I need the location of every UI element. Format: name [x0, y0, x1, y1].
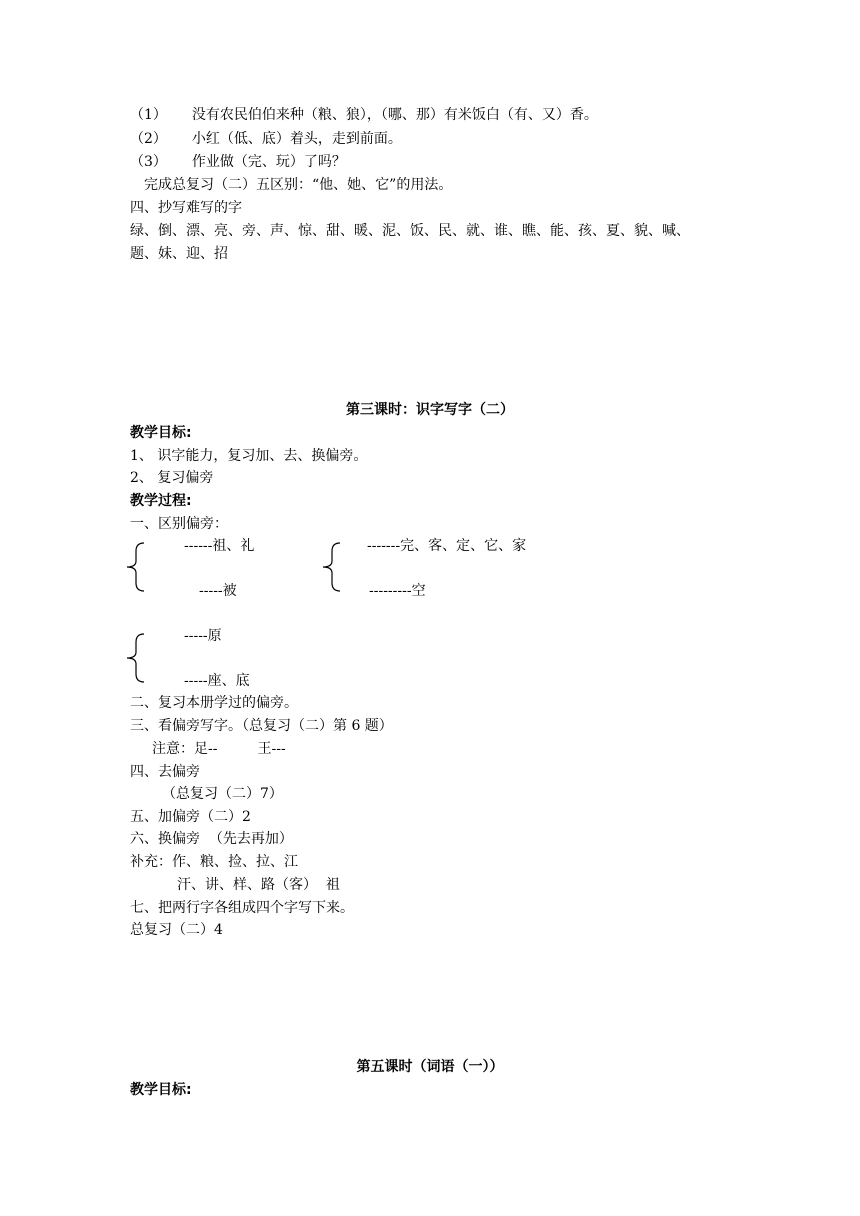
lesson3-goal-1: 1、 识字能力，复习加、去、换偏旁。 — [130, 448, 368, 464]
brace1-top-text: ------祖、礼 — [184, 538, 255, 554]
item-3 — [130, 153, 346, 171]
step-6: 六、换偏旁 （先去再加） — [130, 831, 293, 847]
item-1 — [130, 106, 598, 124]
brace2-bottom-text: ---------空 — [369, 583, 426, 599]
supplement-line-1: 补充：作、粮、捡、拉、江 — [130, 854, 298, 870]
lesson3-goals-label: 教学目标: — [130, 425, 192, 441]
left-brace-icon — [122, 632, 148, 684]
left-brace-icon — [318, 541, 344, 593]
lesson5-goals-label: 教学目标: — [130, 1082, 192, 1098]
item-2-number: （2） — [130, 131, 167, 147]
supplement-line-2: 汗、讲、样、路（客） 祖 — [177, 877, 340, 893]
complete-note: 完成总复习（二）五区别：“他、她、它”的用法。 — [144, 177, 453, 193]
step-1: 一、区别偏旁： — [130, 516, 228, 532]
step-3-note: 注意：足-- 王--- — [152, 741, 286, 757]
item-1-text: 没有农民伯伯来种（粮、狼），（哪、那）有米饭白（有、又）香。 — [191, 107, 598, 123]
brace3-bottom-text: -----座、底 — [184, 673, 250, 689]
hard-chars-line-1: 绿、倒、漂、亮、旁、声、惊、甜、暖、泥、饭、民、就、谁、瞧、能、孩、夏、貌、喊、 — [130, 223, 690, 239]
item-2 — [130, 130, 402, 148]
lesson3-goal-2: 2、 复习偏旁 — [130, 470, 214, 486]
item-1-number: （1） — [130, 107, 167, 123]
lesson3-process-label: 教学过程: — [130, 493, 192, 509]
left-brace-icon — [122, 541, 148, 593]
step-7: 七、把两行字各组成四个字写下来。 — [130, 900, 354, 916]
step-5: 五、加偏旁（二）2 — [130, 809, 251, 825]
lesson5-title: 第五课时（词语（一）） — [356, 1059, 504, 1075]
hard-chars-line-2: 题、妹、迎、招 — [130, 246, 228, 262]
step-2: 二、复习本册学过的偏旁。 — [130, 695, 298, 711]
item-3-text: 作业做（完、玩）了吗？ — [191, 154, 346, 170]
item-3-number: （3） — [130, 154, 167, 170]
step-4: 四、去偏旁 — [130, 764, 200, 780]
item-2-text: 小红（低、底）着头，走到前面。 — [191, 131, 402, 147]
brace3-top-text: -----原 — [184, 628, 222, 644]
section4-title: 四、抄写难写的字 — [130, 200, 242, 216]
lesson3-title: 第三课时：识字写字（二） — [346, 402, 514, 418]
brace2-top-text: -------完、客、定、它、家 — [367, 538, 527, 554]
step-4-sub: （总复习（二）7） — [162, 786, 283, 802]
summary-ref: 总复习（二）4 — [130, 922, 223, 938]
step-3: 三、看偏旁写字。（总复习（二）第 6 题） — [130, 718, 393, 734]
brace1-bottom-text: -----被 — [199, 583, 237, 599]
